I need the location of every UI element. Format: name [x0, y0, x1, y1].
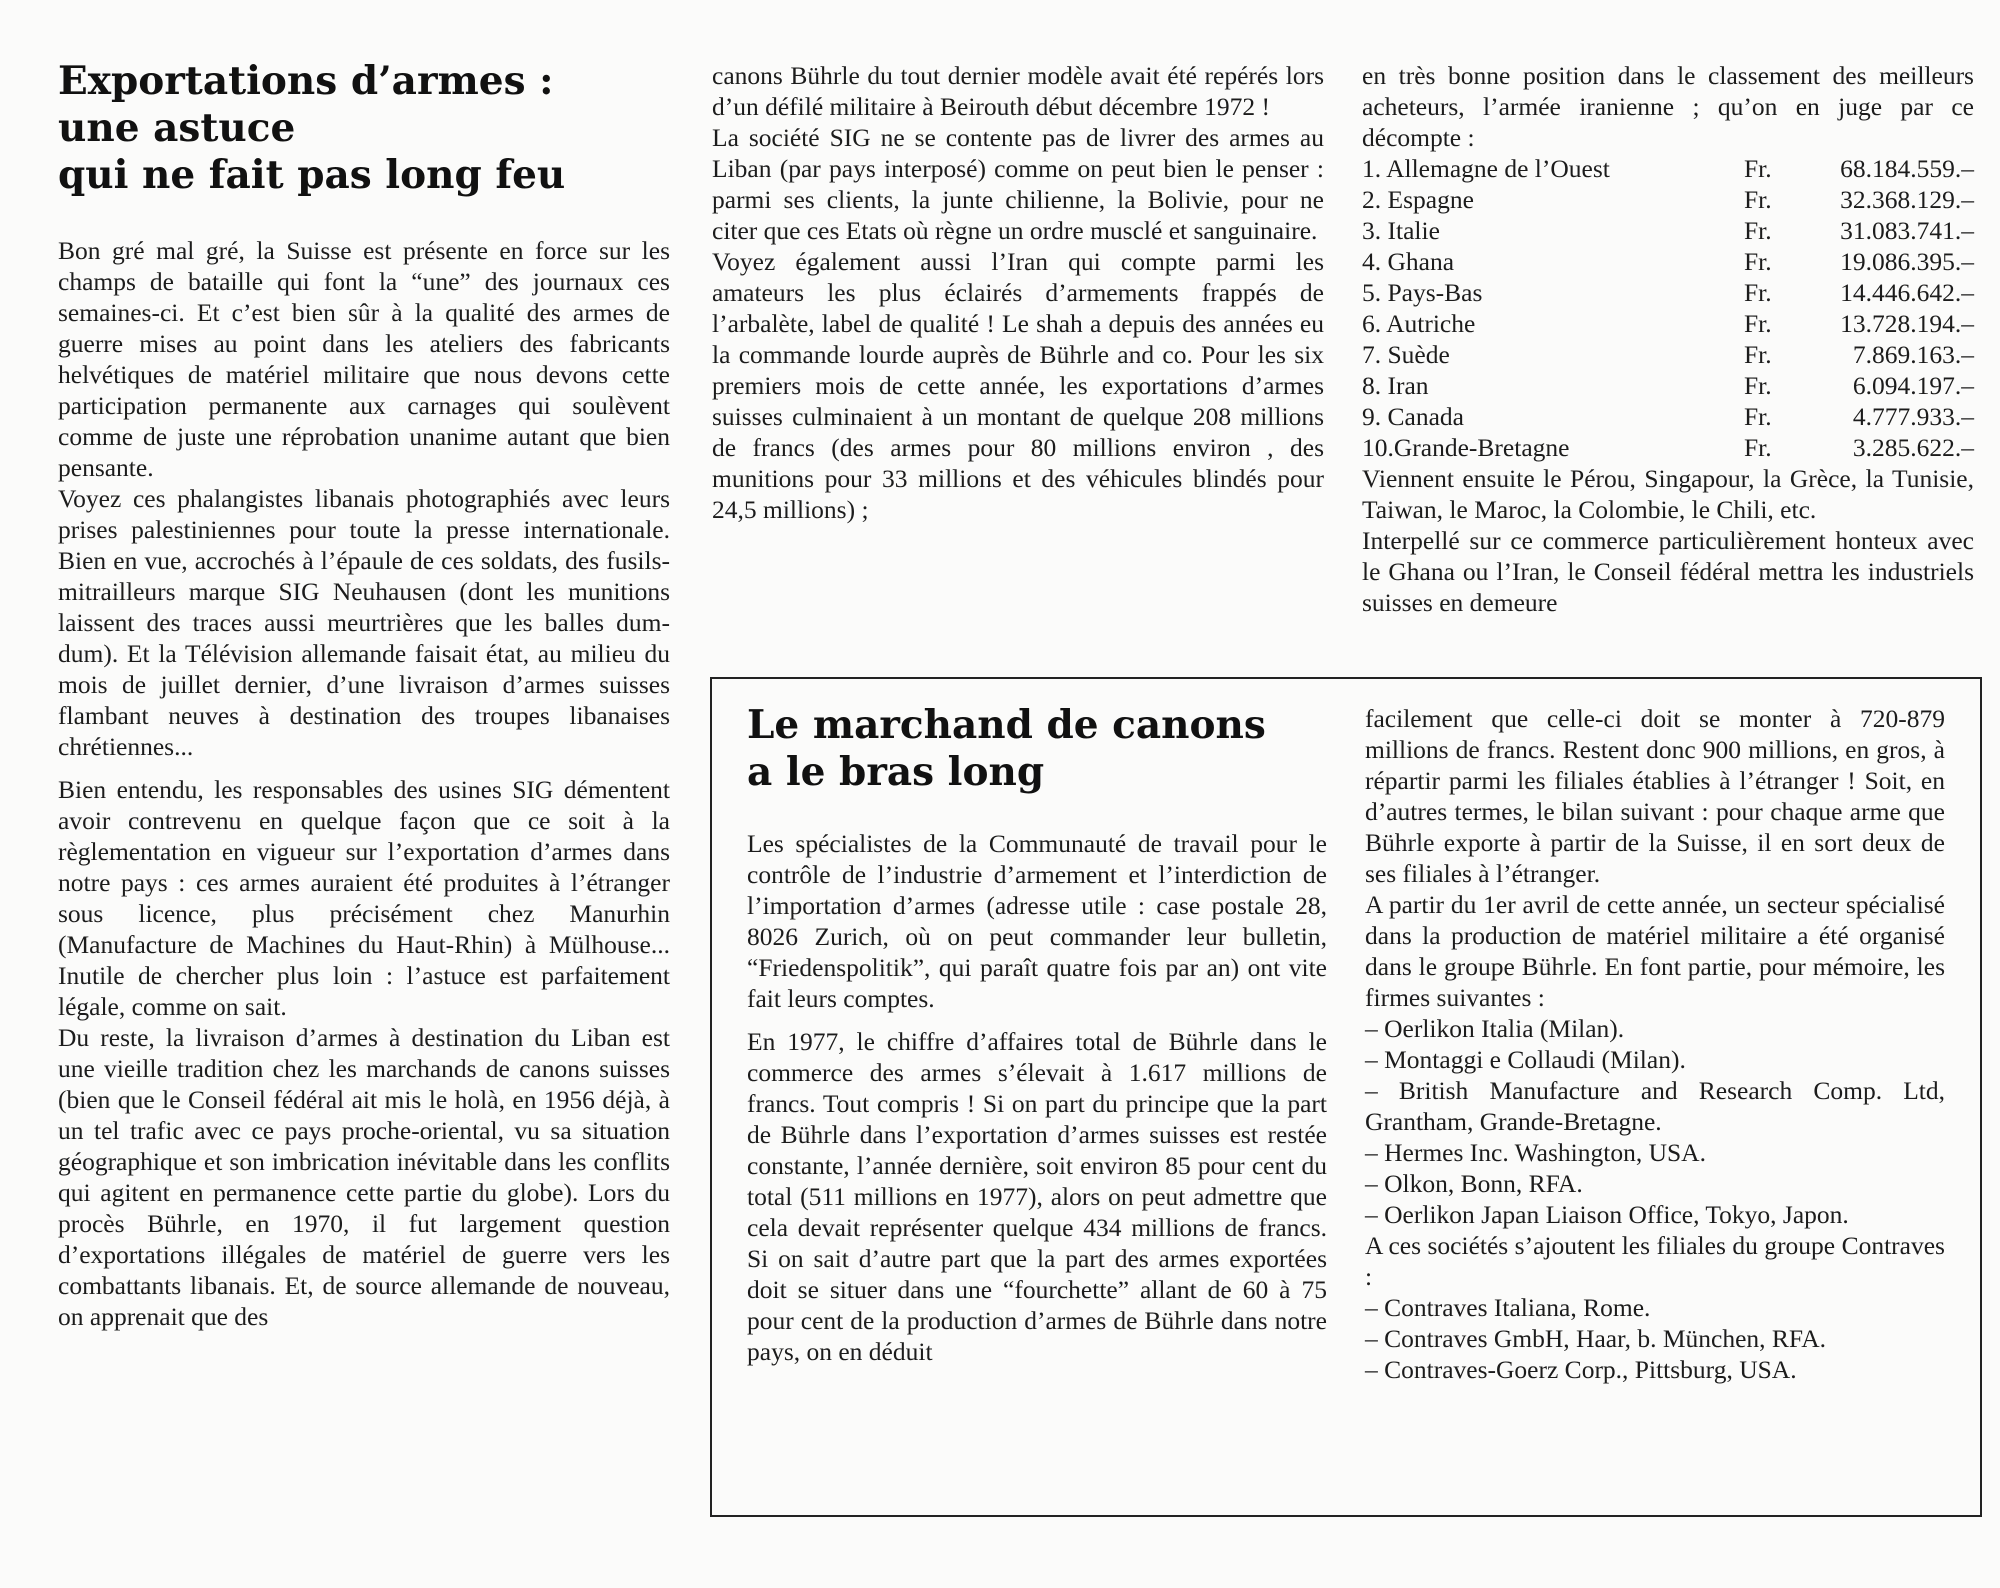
paragraph: canons Bührle du tout dernier modèle avait été repérés lors d’un défilé militaire à Beirouth début décembre 1972 !	[712, 61, 1324, 121]
article1-column-2	[712, 60, 1324, 525]
paragraph: Viennent ensuite le Pérou, Singapour, la Grèce, la Tunisie, Taiwan, le Maroc, la Colombie, le Chili, etc.	[1362, 464, 1974, 524]
ranking-currency: Fr.	[1744, 185, 1772, 214]
ranking-amount	[1744, 215, 1974, 246]
ranking-country: 2. Espagne	[1362, 185, 1474, 214]
ranking-currency: Fr.	[1744, 247, 1772, 276]
paragraph: Du reste, la livraison d’armes à destination du Liban est une vieille tradition chez les marchands de canons suisses (bien que le Conseil fédéral ait mis le holà, en 1956 déjà, à un tel trafic avec ce pays proche-oriental, vu sa situation géographique et son imbrication inévitable dans les conflits qui agitent en permanence cette partie du globe). Lors du procès Bührle, en 1970, il fut largement question d’exportations illégales de matériel de guerre vers les combattants libanais. Et, de source allemande de nouveau, on apprenait que des	[58, 1023, 670, 1331]
ranking-value: 3.285.622.–	[1852, 433, 1974, 462]
paragraph: Bon gré mal gré, la Suisse est présente en force sur les champs de bataille qui font la “une” des journaux ces semaines-ci. Et c’est bien sûr à la qualité des armes de guerre mises au point dans les ateliers des fabricants helvétiques de matériel militaire que nous devons cette participation permanente aux carnages qui soulèvent comme de juste une réprobation unanime autant que bien pensante.	[58, 236, 670, 482]
title-line: qui ne fait pas long feu	[58, 152, 566, 198]
title-line: Exportations d’armes :	[58, 58, 554, 104]
ranking-currency: Fr.	[1744, 371, 1772, 400]
ranking-row	[1362, 184, 1974, 215]
ranking-country: 10.Grande-Bretagne	[1362, 433, 1570, 462]
title-line: une astuce	[58, 105, 296, 151]
firms-list	[1365, 1013, 1945, 1230]
list-item: – Contraves GmbH, Haar, b. München, RFA.	[1365, 1324, 1826, 1353]
article2-title	[747, 702, 1327, 796]
ranking-currency: Fr.	[1744, 278, 1772, 307]
ranking-amount	[1744, 153, 1974, 184]
ranking-currency: Fr.	[1744, 309, 1772, 338]
paragraph: en très bonne position dans le classement des meilleurs acheteurs, l’armée iranienne ; qu’on en juge par ce décompte :	[1362, 61, 1974, 152]
ranking-country: 6. Autriche	[1362, 309, 1476, 338]
paragraph: Voyez également aussi l’Iran qui compte parmi les amateurs les plus éclairés d’armements frappés de l’arbalète, label de qualité ! Le shah a depuis des années eu la commande lourde auprès de Bührle and co. Pour les six premiers mois de cette année, les exportations d’armes suisses culminaient à un montant de quelque 208 millions de francs (des armes pour 80 millions environ , des munitions pour 33 millions et des véhicules blindés pour 24,5 millions) ;	[712, 247, 1324, 524]
ranking-value: 6.094.197.–	[1852, 371, 1974, 400]
paragraph: Bien entendu, les responsables des usines SIG démentent avoir contrevenu en quelque façon que ce soit à la règlementation en vigueur sur l’exportation d’armes dans notre pays : ces armes auraient été produites à l’étranger sous licence, plus précisément chez Manurhin (Manufacture de Machines du Haut-Rhin) à Mülhouse... Inutile de chercher plus loin : l’astuce est parfaitement légale, comme on sait.	[58, 775, 670, 1021]
ranking-amount	[1744, 370, 1974, 401]
ranking-value: 14.446.642.–	[1840, 278, 1974, 307]
ranking-value: 32.368.129.–	[1840, 185, 1974, 214]
paragraph: A partir du 1er avril de cette année, un secteur spécialisé dans la production de matériel militaire a été organisé dans le groupe Bührle. En font partie, pour mémoire, les firmes suivantes :	[1365, 890, 1945, 1012]
paragraph: Interpellé sur ce commerce particulièrement honteux avec le Ghana ou l’Iran, le Conseil fédéral mettra les industriels suisses en demeure	[1362, 526, 1974, 617]
buyer-ranking-list	[1362, 153, 1974, 463]
ranking-amount	[1744, 432, 1974, 463]
ranking-row	[1362, 153, 1974, 184]
list-item: – Montaggi e Collaudi (Milan).	[1365, 1045, 1686, 1074]
ranking-currency: Fr.	[1744, 154, 1772, 183]
ranking-row	[1362, 308, 1974, 339]
title-line: Le marchand de canons	[747, 702, 1266, 748]
ranking-value: 31.083.741.–	[1840, 216, 1974, 245]
article2-right-column	[1365, 703, 1945, 1385]
title-line: a le bras long	[747, 749, 1045, 795]
ranking-value: 7.869.163.–	[1852, 340, 1974, 369]
ranking-value: 13.728.194.–	[1840, 309, 1974, 338]
article1-column-3	[1362, 60, 1974, 618]
list-item: – British Manufacture and Research Comp. Ltd, Grantham, Grande-Bretagne.	[1365, 1076, 1945, 1136]
ranking-currency: Fr.	[1744, 402, 1772, 431]
ranking-value: 19.086.395.–	[1840, 247, 1974, 276]
paragraph: Voyez ces phalangistes libanais photographiés avec leurs prises palestiniennes pour toute la presse internationale. Bien en vue, accrochés à l’épaule de ces soldats, des fusils-mitrailleurs marque SIG Neuhausen (dont les munitions laissent des traces aussi meurtrières que les balles dum-dum). Et la Télévision allemande faisait état, au milieu du mois de juillet dernier, d’une livraison d’armes suisses flambant neuves à destination des troupes libanaises chrétiennes...	[58, 484, 670, 761]
ranking-amount	[1744, 277, 1974, 308]
ranking-row	[1362, 339, 1974, 370]
ranking-country: 9. Canada	[1362, 402, 1464, 431]
ranking-country: 1. Allemagne de l’Ouest	[1362, 154, 1610, 183]
ranking-country: 7. Suède	[1362, 340, 1450, 369]
ranking-country: 4. Ghana	[1362, 247, 1455, 276]
ranking-row	[1362, 432, 1974, 463]
ranking-currency: Fr.	[1744, 216, 1772, 245]
article1-column-1	[58, 58, 670, 1332]
ranking-currency: Fr.	[1744, 340, 1772, 369]
article2-left-column	[747, 702, 1327, 1367]
paragraph: Les spécialistes de la Communauté de travail pour le contrôle de l’industrie d’armement et l’interdiction de l’importation d’armes (adresse utile : case postale 28, 8026 Zurich, où on peut commander leur bulletin, “Friedenspolitik”, qui paraît quatre fois par an) ont vite fait leurs comptes.	[747, 829, 1327, 1013]
paragraph: A ces sociétés s’ajoutent les filiales du groupe Contraves :	[1365, 1231, 1945, 1291]
ranking-row	[1362, 370, 1974, 401]
list-item: – Olkon, Bonn, RFA.	[1365, 1169, 1583, 1198]
ranking-amount	[1744, 401, 1974, 432]
ranking-value: 68.184.559.–	[1840, 154, 1974, 183]
list-item: – Hermes Inc. Washington, USA.	[1365, 1138, 1706, 1167]
paragraph: facilement que celle-ci doit se monter à 720-879 millions de francs. Restent donc 900 millions, en gros, à répartir parmi les filiales établies à l’étranger ! Soit, en d’autres termes, le bilan suivant : pour chaque arme que Bührle exporte à partir de la Suisse, il en sort deux de ses filiales à l’étranger.	[1365, 704, 1945, 888]
paragraph: En 1977, le chiffre d’affaires total de Bührle dans le commerce des armes s’élevait à 1.617 millions de francs. Tout compris ! Si on part du principe que la part de Bührle dans l’exportation d’armes suisses est restée constante, l’année dernière, soit environ 85 pour cent du total (511 millions en 1977), alors on peut admettre que cela devait représenter quelque 434 millions de francs. Si on sait d’autre part que la part des armes exportées doit se situer dans une “fourchette” allant de 60 à 75 pour cent de la production d’armes de Bührle dans notre pays, on en déduit	[747, 1027, 1327, 1366]
ranking-amount	[1744, 339, 1974, 370]
ranking-amount	[1744, 246, 1974, 277]
ranking-row	[1362, 246, 1974, 277]
ranking-country: 5. Pays-Bas	[1362, 278, 1483, 307]
ranking-row	[1362, 277, 1974, 308]
contraves-list	[1365, 1292, 1945, 1385]
ranking-row	[1362, 215, 1974, 246]
paragraph: La société SIG ne se contente pas de livrer des armes au Liban (par pays interposé) comme on peut bien le penser : parmi ses clients, la junte chilienne, la Bolivie, pour ne citer que ces Etats où règne un ordre musclé et sanguinaire.	[712, 123, 1324, 245]
ranking-amount	[1744, 184, 1974, 215]
ranking-amount	[1744, 308, 1974, 339]
list-item: – Oerlikon Italia (Milan).	[1365, 1014, 1625, 1043]
ranking-currency: Fr.	[1744, 433, 1772, 462]
ranking-country: 3. Italie	[1362, 216, 1440, 245]
article1-title	[58, 58, 670, 199]
list-item: – Contraves Italiana, Rome.	[1365, 1293, 1651, 1322]
list-item: – Oerlikon Japan Liaison Office, Tokyo, Japon.	[1365, 1200, 1849, 1229]
ranking-country: 8. Iran	[1362, 371, 1429, 400]
list-item: – Contraves-Goerz Corp., Pittsburg, USA.	[1365, 1355, 1797, 1384]
ranking-value: 4.777.933.–	[1852, 402, 1974, 431]
ranking-row	[1362, 401, 1974, 432]
